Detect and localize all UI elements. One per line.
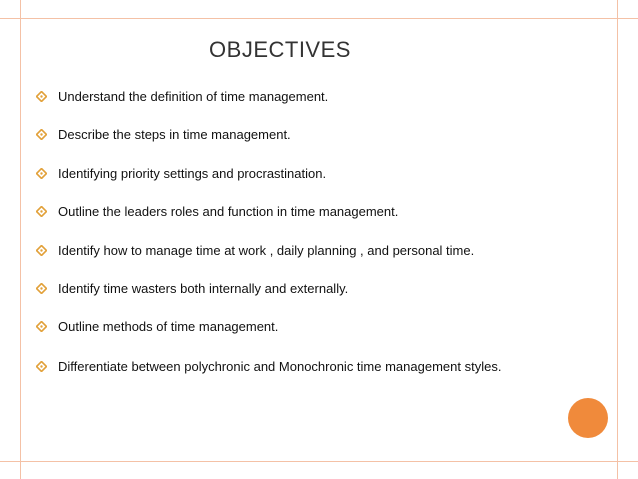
diamond-bullet-icon xyxy=(36,245,47,256)
list-item-text: Differentiate between polychronic and Monochronic time management styles. xyxy=(58,358,502,374)
list-item xyxy=(36,85,576,109)
diamond-bullet-icon xyxy=(36,91,47,102)
list-item xyxy=(36,162,576,186)
list-item xyxy=(36,239,576,263)
list-item-text: Outline the leaders roles and function in time management. xyxy=(58,204,399,220)
diamond-bullet-icon xyxy=(36,168,47,179)
slide-border-bottom xyxy=(0,461,638,462)
diamond-bullet-icon xyxy=(36,206,47,217)
list-item xyxy=(36,200,576,224)
diamond-bullet-icon xyxy=(36,361,47,372)
list-item-text: Identify time wasters both internally and externally. xyxy=(58,280,349,296)
objectives-list xyxy=(36,85,576,399)
list-item-text: Outline methods of time management. xyxy=(58,319,279,335)
list-item-text: Describe the steps in time management. xyxy=(58,127,291,143)
diamond-bullet-icon xyxy=(36,129,47,140)
list-item xyxy=(36,123,576,147)
slide-border-right xyxy=(617,0,618,479)
list-item xyxy=(36,315,576,339)
slide-border-left xyxy=(20,0,21,479)
slide-border-top xyxy=(0,18,638,19)
decorative-circle xyxy=(568,398,608,438)
list-item-text: Identifying priority settings and procrastination. xyxy=(58,165,327,181)
diamond-bullet-icon xyxy=(36,283,47,294)
slide-title: OBJECTIVES xyxy=(209,37,351,62)
list-item-text: Identify how to manage time at work , daily planning , and personal time. xyxy=(58,242,475,258)
list-item xyxy=(36,348,576,385)
diamond-bullet-icon xyxy=(36,321,47,332)
list-item-text: Understand the definition of time management. xyxy=(58,89,329,104)
list-item xyxy=(36,277,576,301)
